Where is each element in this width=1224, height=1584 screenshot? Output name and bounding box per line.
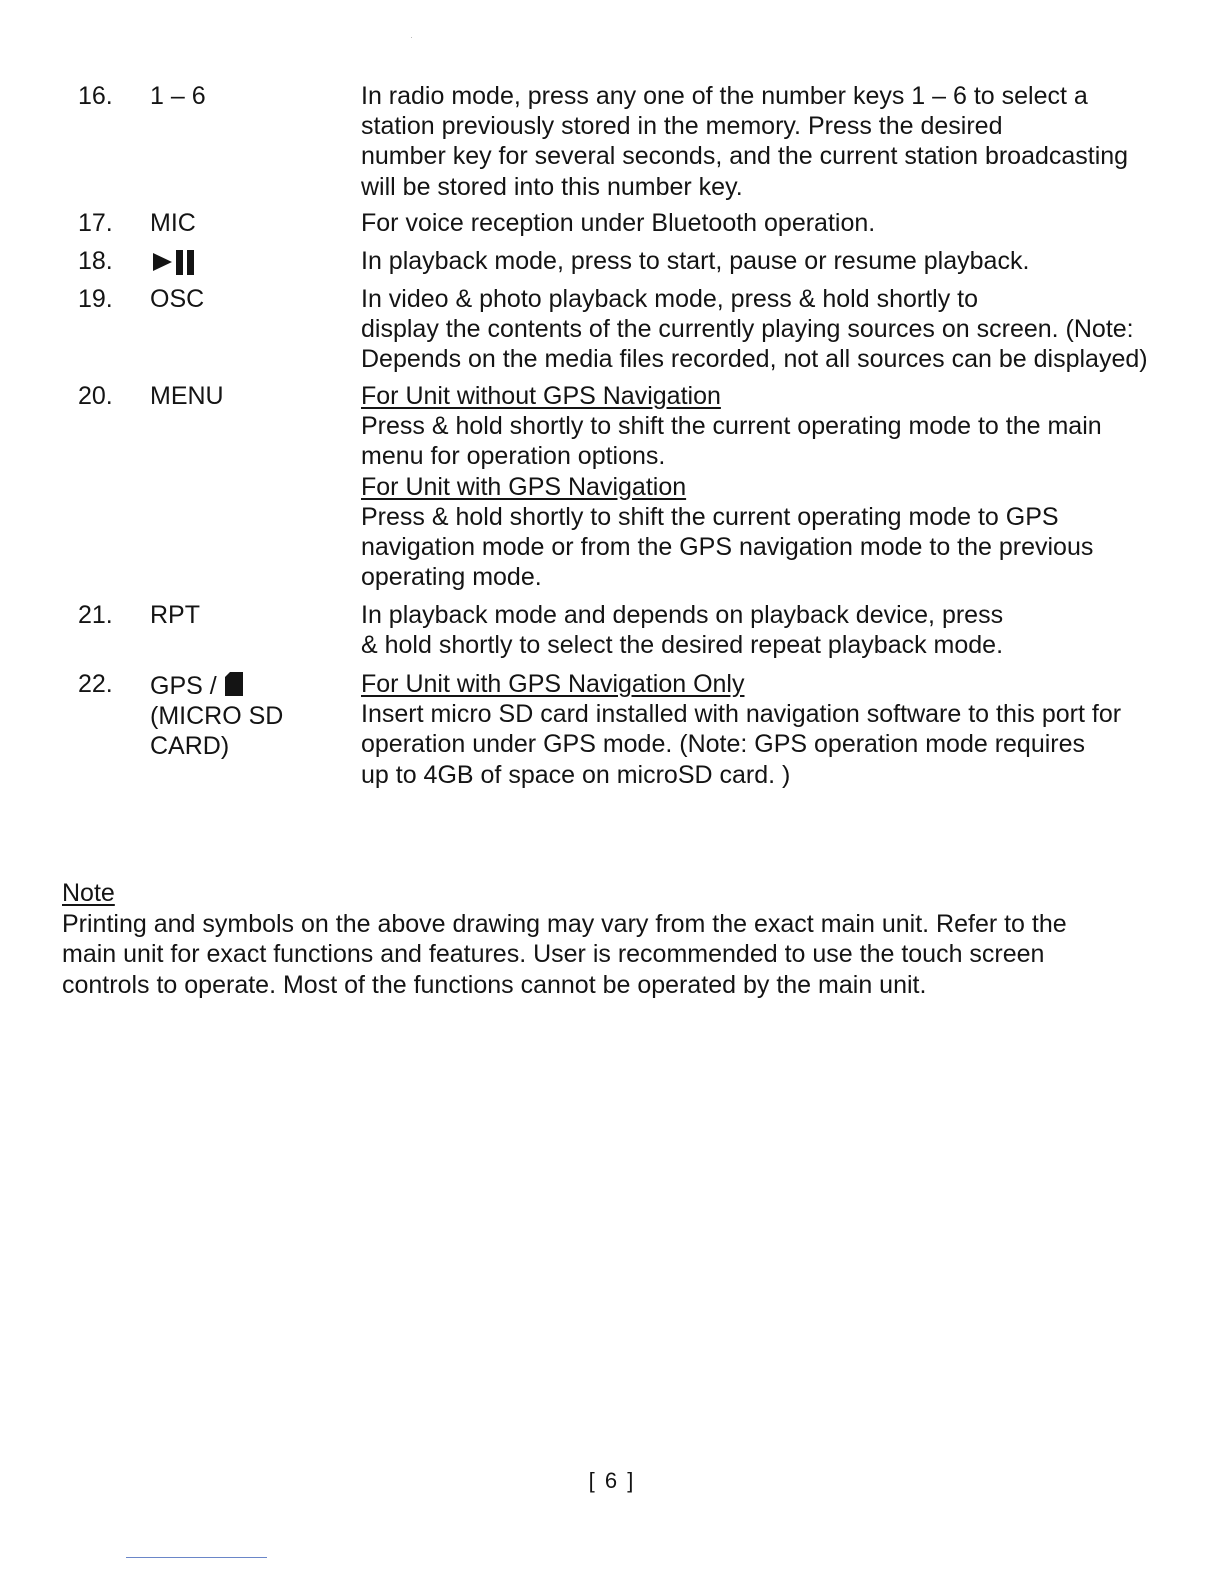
note-line: main unit for exact functions and features. User is recommended to use the touch screen — [62, 940, 1045, 968]
play-pause-icon — [150, 248, 210, 276]
entry-number: 22. — [78, 670, 113, 698]
desc-line: will be stored into this number key. — [361, 172, 743, 201]
entry-number: 21. — [78, 601, 113, 629]
entry-number: 20. — [78, 382, 113, 410]
desc-line: display the contents of the currently playing sources on screen. (Note: — [361, 315, 1134, 344]
entry-number: 18. — [78, 247, 113, 275]
key-prefix: GPS / — [150, 672, 217, 700]
desc-line: menu for operation options. — [361, 442, 666, 471]
entry-key: 1 – 6 — [150, 82, 206, 110]
footer-rule — [126, 1557, 267, 1558]
note-line: Printing and symbols on the above drawing may vary from the exact main unit. Refer to the — [62, 909, 1067, 938]
desc-line: Insert micro SD card installed with navigation software to this port for — [361, 700, 1122, 729]
key-line: (MICRO SD — [150, 702, 284, 730]
entry-key: RPT — [150, 601, 200, 629]
desc-line: up to 4GB of space on microSD card. ) — [361, 760, 791, 789]
entry-description — [361, 381, 1191, 592]
entry-key: MENU — [150, 382, 224, 410]
entry-number: 19. — [78, 285, 113, 313]
desc-line: Depends on the media files recorded, not all sources can be displayed) — [361, 345, 1148, 374]
entry-key: OSC — [150, 285, 205, 313]
entry-description — [361, 669, 1191, 790]
desc-line: Press & hold shortly to shift the current operating mode to the main — [361, 412, 1102, 441]
note-title: Note — [62, 879, 115, 907]
desc-line: operating mode. — [361, 563, 542, 592]
page-number: [ 6 ] — [588, 1468, 636, 1493]
desc-line: In radio mode, press any one of the number keys 1 – 6 to select a — [361, 82, 1088, 110]
entry-description — [361, 81, 1191, 202]
note-line: controls to operate. Most of the functions cannot be operated by the main unit. — [62, 970, 927, 999]
scan-speck — [411, 37, 412, 38]
entry-key — [150, 246, 350, 276]
entry-key — [150, 669, 350, 761]
sd-card-icon — [224, 671, 244, 697]
subheading-gps-only: For Unit with GPS Navigation Only — [361, 670, 745, 698]
subheading-with-gps: For Unit with GPS Navigation — [361, 472, 687, 501]
entry-description — [361, 284, 1191, 375]
note-section — [62, 878, 1152, 1000]
entry-description — [361, 246, 1191, 276]
desc-line: In playback mode and depends on playback device, press — [361, 601, 1004, 629]
entry-number: 17. — [78, 209, 113, 237]
desc-line: In video & photo playback mode, press & hold shortly to — [361, 285, 979, 313]
desc-line: In playback mode, press to start, pause or resume playback. — [361, 247, 1030, 275]
entry-key: MIC — [150, 209, 196, 237]
key-line: CARD) — [150, 732, 230, 760]
entry-description — [361, 600, 1191, 660]
desc-line: navigation mode or from the GPS navigation mode to the previous — [361, 533, 1094, 562]
subheading-without-gps: For Unit without GPS Navigation — [361, 382, 721, 410]
desc-line: & hold shortly to select the desired repeat playback mode. — [361, 631, 1004, 660]
desc-line: station previously stored in the memory. Press the desired — [361, 112, 1003, 141]
entry-number: 16. — [78, 82, 113, 110]
desc-line: Press & hold shortly to shift the current operating mode to GPS — [361, 502, 1059, 531]
desc-line: number key for several seconds, and the current station broadcasting — [361, 142, 1129, 171]
desc-line: operation under GPS mode. (Note: GPS operation mode requires — [361, 730, 1086, 759]
desc-line: For voice reception under Bluetooth operation. — [361, 209, 876, 237]
entry-description — [361, 208, 1191, 238]
